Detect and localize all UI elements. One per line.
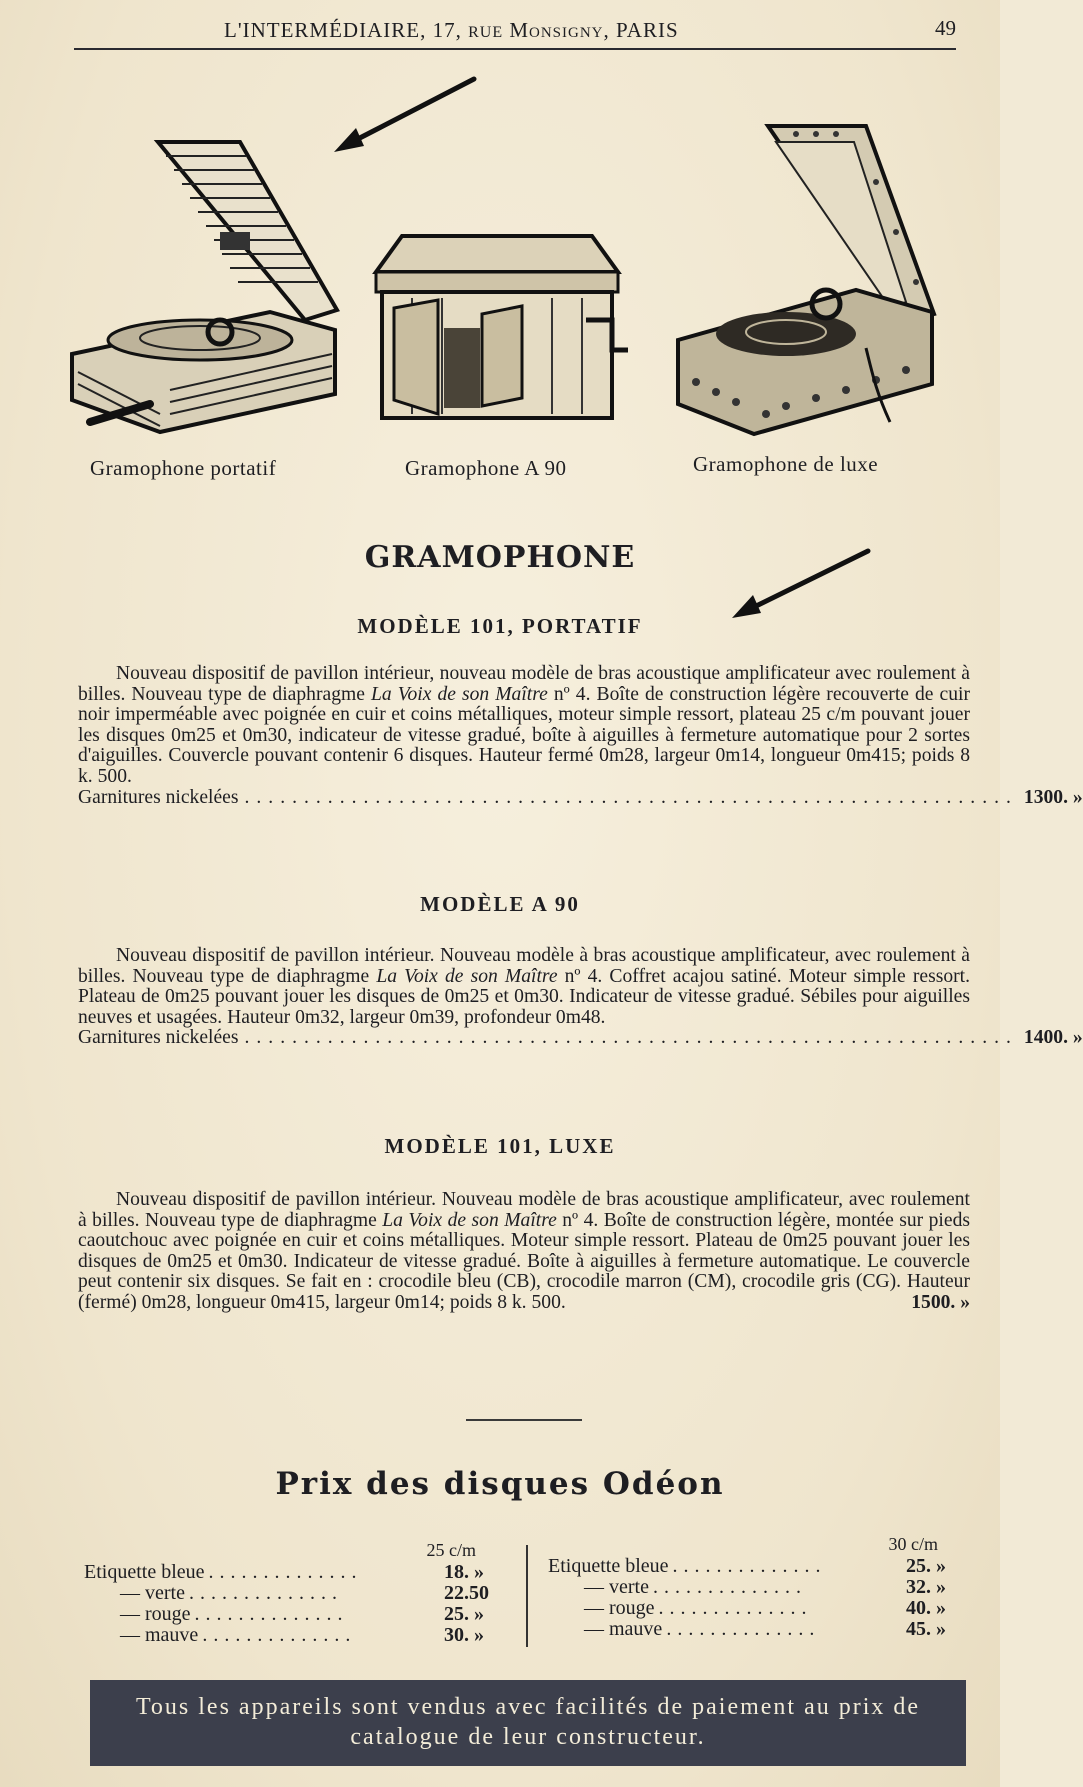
disc-prices-30 bbox=[548, 1534, 978, 1640]
list-item: — mauve .............. 45. » bbox=[584, 1618, 946, 1640]
list-item: Etiquette bleue .............. 25. » bbox=[548, 1555, 946, 1577]
header-street-prefix: RUE bbox=[468, 24, 504, 41]
header-publisher: L'INTERMÉDIAIRE, bbox=[224, 18, 427, 42]
header-street-name: Monsigny, bbox=[509, 18, 610, 42]
disc-prices-25 bbox=[84, 1540, 516, 1646]
list-item: Etiquette bleue .............. 18. » bbox=[84, 1561, 484, 1583]
price-line: Garnitures nickelées ................................................................. 1300. » bbox=[78, 786, 1083, 808]
banner-text: Tous les appareils sont vendus avec facilités de paiement au prix de catalogue de leur constructeur. bbox=[135, 1694, 921, 1750]
list-item: — verte .............. 22.50 bbox=[120, 1582, 489, 1604]
list-item: — rouge .............. 40. » bbox=[584, 1597, 946, 1619]
running-header bbox=[74, 14, 956, 50]
caption-portatif: Gramophone portatif bbox=[90, 456, 277, 480]
arrow-icon bbox=[330, 74, 480, 156]
cabinet-gramophone-icon bbox=[372, 228, 634, 424]
header-city: PARIS bbox=[616, 18, 679, 42]
list-item: — mauve .............. 30. » bbox=[120, 1624, 484, 1646]
page-number: 49 bbox=[935, 16, 956, 40]
caption-luxe: Gramophone de luxe bbox=[693, 452, 879, 476]
portable-gramophone-icon bbox=[70, 132, 340, 442]
model-description: Nouveau dispositif de pavillon intérieur, nouveau modèle de bras acoustique amplificateur avec roulement à billes. Nouveau type de diaphragme La Voix de son Maître nº 4. Boîte de construction légère recouverte de cuir noir imperméable avec poignée en cuir et coins métalliques, moteur simple ressort, plateau 25 c/m pouvant jouer les disques 0m25 et 0m30, indicateur de vitesse gradué, boîte à aiguilles à fermeture automatique pour 2 sortes d'aiguilles. Couvercle pouvant contenir 6 disques. Hauteur fermé 0m28, largeur 0m14, longueur 0m415; poids 8 k. 500. Garnitures nickelées ................................................................. 1300. » bbox=[78, 663, 1083, 808]
model-title: MODÈLE 101, LUXE bbox=[384, 1134, 616, 1158]
model-price: 1300. » bbox=[1023, 786, 1083, 808]
model-title: MODÈLE 101, PORTATIF bbox=[357, 614, 643, 638]
payment-banner bbox=[90, 1680, 966, 1766]
divider bbox=[466, 1419, 582, 1421]
disc-size: 25 c/m bbox=[426, 1540, 476, 1560]
price-line: Garnitures nickelées ................................................................. 1400. » bbox=[78, 1027, 1083, 1049]
model-price: 1400. » bbox=[1023, 1027, 1083, 1049]
header-address bbox=[224, 18, 679, 43]
luxe-gramophone-icon bbox=[676, 122, 938, 440]
list-item: — rouge .............. 25. » bbox=[120, 1603, 484, 1625]
section-title: GRAMOPHONE bbox=[364, 540, 636, 575]
model-price: 1500. » bbox=[911, 1291, 970, 1313]
model-description: Nouveau dispositif de pavillon intérieur. Nouveau modèle de bras acoustique amplificateur, avec roulement à billes. Nouveau type de diaphragme La Voix de son Maître nº 4. Boîte de construction légère, montée sur pieds caoutchouc avec poignée en cuir et coins métalliques. Moteur simple ressort. Plateau de 0m25 pouvant jouer les disques de 0m25 et 0m30. Indicateur de vitesse gradué. Boîte à aiguilles à fermeture automatique. Le couvercle peut contenir six disques. Se fait en : crocodile bleu (CB), crocodile marron (CM), crocodile gris (CG). Hauteur (fermé) 0m28, longueur 0m415, largeur 0m14; poids 8 k. 500. 1500. » bbox=[78, 1189, 970, 1313]
caption-a90: Gramophone A 90 bbox=[405, 456, 567, 480]
column-separator bbox=[526, 1545, 528, 1647]
disc-size: 30 c/m bbox=[888, 1534, 938, 1554]
list-item: — verte .............. 32. » bbox=[584, 1576, 946, 1598]
model-description: Nouveau dispositif de pavillon intérieur. Nouveau modèle à bras acoustique amplificateur, avec roulement à billes. Nouveau type de diaphragme La Voix de son Maître nº 4. Coffret acajou satiné. Moteur simple ressort. Plateau de 0m25 pouvant jouer les disques de 0m25 et 0m30. Indicateur de vitesse gradué. Sébiles pour aiguilles neuves et usagées. Hauteur 0m32, largeur 0m39, profondeur 0m48. Garnitures nickelées ................................................................. 1400. » bbox=[78, 945, 1083, 1049]
header-number: 17, bbox=[432, 18, 462, 42]
model-title: MODÈLE A 90 bbox=[420, 892, 580, 916]
disc-prices-title: Prix des disques Odéon bbox=[275, 1466, 725, 1502]
